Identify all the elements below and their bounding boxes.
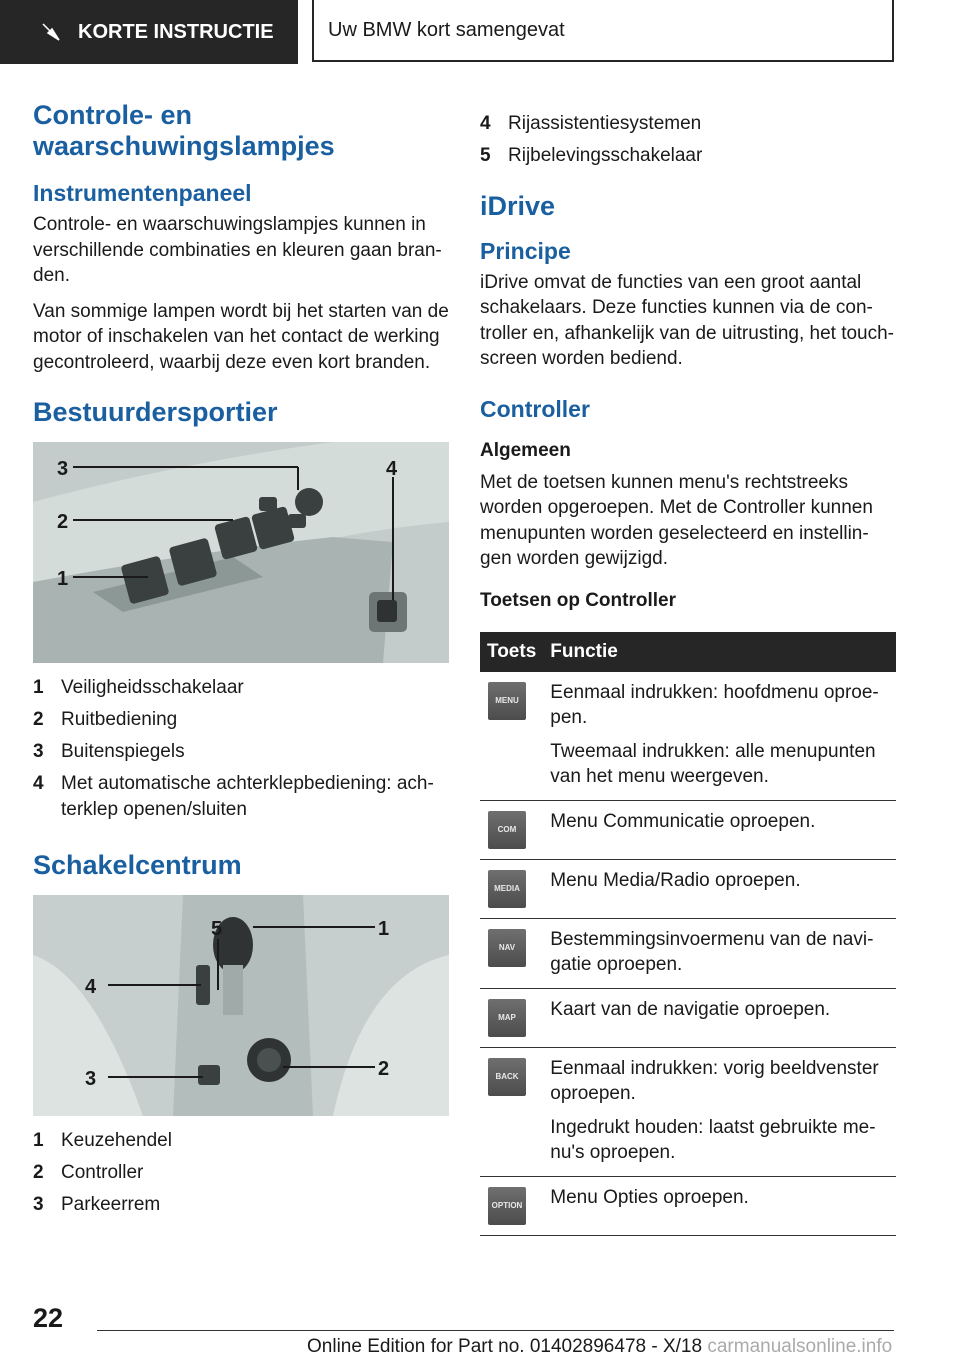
center-console-image <box>33 895 449 1116</box>
callout-label: 5 <box>211 918 223 940</box>
list-item <box>480 143 896 169</box>
item-text: Ruitbediening <box>61 709 178 730</box>
item-text: Met automatische achterklepbediening: ach-terklep openen/sluiten <box>61 773 434 820</box>
section-tab[interactable] <box>0 0 298 64</box>
table-row <box>480 988 896 1047</box>
paragraph: Controle- en waarschuwingslampjes kunnen in verschillende combinaties en kleuren gaan bran-den. <box>33 214 442 286</box>
item-number: 1 <box>33 677 44 698</box>
callout-label: 1 <box>378 918 390 940</box>
chapter-tab[interactable] <box>312 0 894 62</box>
item-text: Veiligheidsschakelaar <box>61 677 244 698</box>
item-number: 2 <box>33 709 44 730</box>
subheading-controller: Controller <box>480 395 590 422</box>
callout-label: 3 <box>85 1068 97 1090</box>
section-title-idrive: iDrive <box>480 190 556 221</box>
paragraph: iDrive omvat de functies van een groot aantal schakelaars. Deze functies kunnen via de con-troller en, afhankelijk van de uitrusting, het touch-screen worden bediend. <box>480 271 895 369</box>
list-item <box>33 771 449 822</box>
table-row <box>480 672 896 801</box>
table-row <box>480 918 896 988</box>
column-header: Functie <box>543 632 896 672</box>
paragraph: Van sommige lampen wordt bij het starten van de motor of inschakelen van het contact de werking gecontroleerd, waarbij deze even kort branden. <box>33 300 449 373</box>
media-key-icon: MEDIA <box>488 870 526 908</box>
item-text: Parkeerrem <box>61 1194 161 1215</box>
page-number: 22 <box>33 1303 64 1333</box>
list-item <box>480 111 896 137</box>
page-title: Controle- en waarschuwingslampjes <box>33 100 335 161</box>
door-legend <box>33 675 449 822</box>
chapter-tab-label: Uw BMW kort samengevat <box>328 18 565 41</box>
list-item <box>33 1192 449 1218</box>
callout-label: 1 <box>57 568 69 590</box>
subheading-algemeen: Algemeen <box>480 439 571 461</box>
footer-divider <box>97 1330 894 1331</box>
callout-label: 4 <box>85 976 97 998</box>
table-row <box>480 859 896 918</box>
function-text: Tweemaal indrukken: alle menupunten van het menu weergeven. <box>550 740 876 787</box>
column-header: Toets <box>480 632 543 672</box>
function-text: Eenmaal indrukken: hoofdmenu oproe-pen. <box>550 681 879 728</box>
item-number: 3 <box>33 741 44 762</box>
item-number: 1 <box>33 1130 44 1151</box>
callout-label: 3 <box>57 458 69 480</box>
table-header-row <box>480 632 896 672</box>
subheading-toetsen: Toetsen op Controller <box>480 589 676 611</box>
section-title-center: Schakelcentrum <box>33 850 242 880</box>
back-key-icon: BACK <box>488 1058 526 1096</box>
function-text: Menu Communicatie oproepen. <box>550 810 816 832</box>
item-number: 3 <box>33 1194 44 1215</box>
item-text: Controller <box>61 1162 144 1183</box>
list-item <box>33 1160 449 1186</box>
nav-key-icon: NAV <box>488 929 526 967</box>
subheading-instrumentenpaneel: Instrumentenpaneel <box>33 180 252 206</box>
item-number: 4 <box>33 773 44 794</box>
center-legend <box>33 1128 449 1218</box>
item-text: Buitenspiegels <box>61 741 185 762</box>
controller-keys-table <box>480 632 896 1236</box>
option-key-icon: OPTION <box>488 1187 526 1225</box>
item-text: Rijbelevingsschakelaar <box>508 145 703 166</box>
edition-text: Online Edition for Part no. 01402896478 - X/18 <box>307 1336 703 1357</box>
subheading-principe: Principe <box>480 237 571 264</box>
map-key-icon: MAP <box>488 999 526 1037</box>
function-text: Eenmaal indrukken: vorig beeldvenster oproepen. <box>550 1057 879 1104</box>
callout-label: 4 <box>386 458 398 480</box>
section-title-door: Bestuurdersportier <box>33 397 278 427</box>
callout-label: 2 <box>57 511 69 533</box>
item-number: 4 <box>480 113 491 134</box>
continued-legend <box>480 111 896 169</box>
callout-label: 2 <box>378 1058 390 1080</box>
list-item <box>33 707 449 733</box>
item-number: 5 <box>480 145 491 166</box>
paragraph: Met de toetsen kunnen menu's rechtstreeks worden opgeroepen. Met de Controller kunnen menupunten worden geselecteerd en instellin-gen worden gewijzigd. <box>480 471 873 569</box>
page-footer <box>307 1336 892 1358</box>
function-text: Menu Media/Radio oproepen. <box>550 869 801 891</box>
watermark-text: carmanualsonline.info <box>707 1336 893 1357</box>
function-text: Ingedrukt houden: laatst gebruikte me-nu's oproepen. <box>550 1116 876 1163</box>
door-controls-image <box>33 442 449 663</box>
function-text: Menu Opties oproepen. <box>550 1186 749 1208</box>
com-key-icon: COM <box>488 811 526 849</box>
function-text: Kaart van de navigatie oproepen. <box>550 998 831 1020</box>
page-header <box>0 0 960 66</box>
right-column <box>480 111 896 1236</box>
menu-key-icon: MENU <box>488 682 526 720</box>
table-row <box>480 800 896 859</box>
table-row <box>480 1176 896 1235</box>
function-text: Bestemmingsinvoermenu van de navi-gatie oproepen. <box>550 928 874 975</box>
item-text: Keuzehendel <box>61 1130 172 1151</box>
left-column <box>33 100 449 1224</box>
list-item <box>33 739 449 765</box>
list-item <box>33 675 449 701</box>
section-tab-label: KORTE INSTRUCTIE <box>78 20 274 43</box>
list-item <box>33 1128 449 1154</box>
quick-reference-icon <box>40 21 62 43</box>
item-number: 2 <box>33 1162 44 1183</box>
table-row <box>480 1047 896 1176</box>
item-text: Rijassistentiesystemen <box>508 113 702 134</box>
